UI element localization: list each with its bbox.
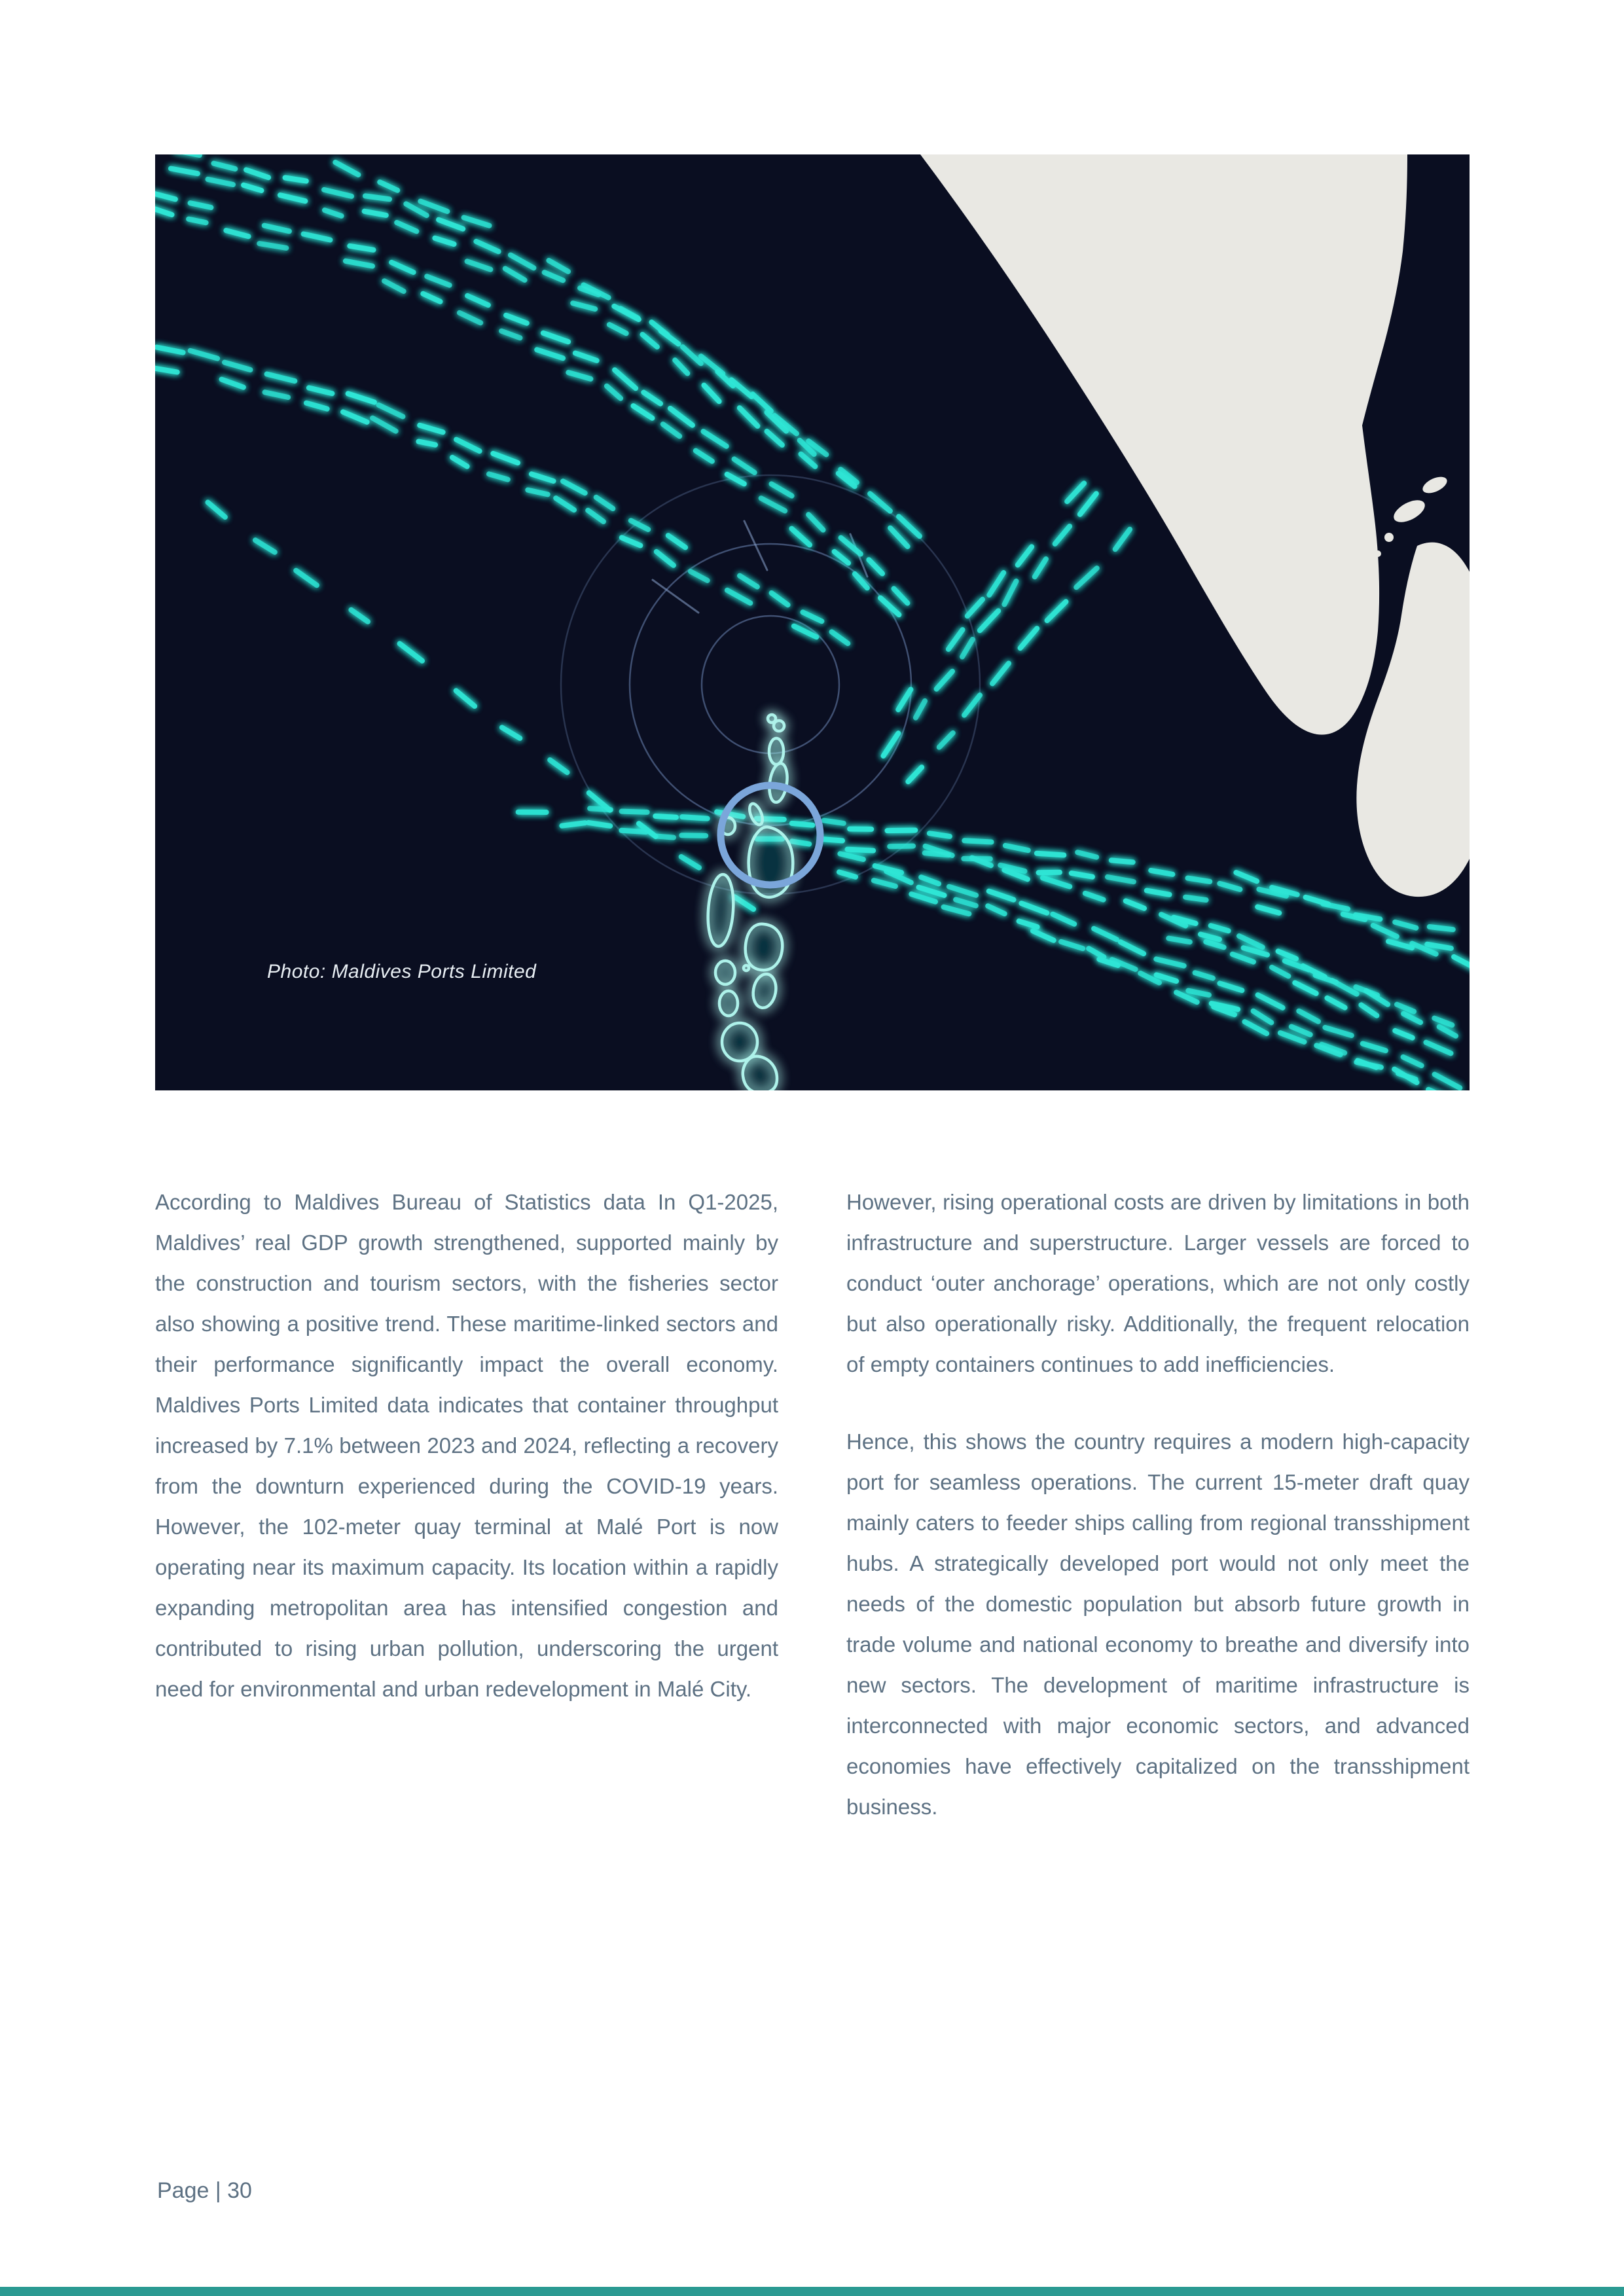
- vessel-track-dash: [890, 846, 913, 847]
- vessel-track-dash: [588, 823, 610, 826]
- vessel-track-dash: [1111, 860, 1133, 862]
- paragraph-operational-costs: However, rising operational costs are driven by limitations in both infrastructure and superstructure. Larger vessels are forced to conduct ‘outer anchorage’ operations, which are not only costly but also operationally risky. Additionally, the frequent relocation of empty containers continues to add inefficiencies.: [846, 1190, 1470, 1376]
- vessel-track-dash: [1072, 873, 1092, 877]
- maritime-traffic-map: [155, 154, 1470, 1090]
- vessel-track-dash: [1039, 872, 1060, 873]
- map-figure: [155, 154, 1470, 1090]
- vessel-track-dash: [621, 831, 646, 832]
- vessel-track-dash: [964, 840, 991, 842]
- article-column-right: [846, 1182, 1470, 1864]
- photo-credit: Photo: Maldives Ports Limited: [267, 961, 537, 982]
- vessel-track-dash: [655, 816, 676, 817]
- vessel-track-dash: [1037, 853, 1064, 855]
- vessel-track-dash: [365, 196, 389, 199]
- vessel-track-dash: [848, 850, 874, 851]
- vessel-track-dash: [1168, 939, 1190, 942]
- article-body: [155, 1182, 1470, 1864]
- vessel-track-dash: [590, 808, 611, 810]
- vessel-track-dash: [1188, 878, 1210, 882]
- vessel-track-dash: [285, 178, 306, 181]
- paragraph-gdp-overview: According to Maldives Bureau of Statistics data In Q1-2025, Maldives’ real GDP growth strengthened, supported mainly by the construction and tourism sectors, with the fisheries sector also showing a positive trend. These maritime-linked sectors and their performance significantly impact the overall economy. Maldives Ports Limited data indicates that container throughput increased by 7.1% between 2023 and 2024, reflecting a recovery from the downturn experienced during the COVID-19 years. However, the 102-meter quay terminal at Malé Port is now operating near its maximum capacity. Its location within a rapidly expanding metropolitan area has intensified congestion and contributed to rising urban pollution, underscoring the urgent need for environmental and urban redevelopment in Malé City.: [155, 1190, 778, 1701]
- vessel-track-dash: [1185, 897, 1206, 900]
- vessel-track-dash: [792, 841, 809, 844]
- vessel-track-dash: [682, 817, 708, 819]
- vessel-track-dash: [562, 823, 585, 826]
- vessel-track-dash: [681, 835, 706, 836]
- article-column-left: [155, 1182, 778, 1864]
- vessel-track-dash: [419, 442, 436, 445]
- vessel-track-dash: [1430, 927, 1453, 929]
- vessel-track-dash: [824, 821, 844, 823]
- vessel-track-dash: [792, 823, 813, 825]
- vessel-track-dash: [656, 836, 674, 838]
- vessel-track-dash: [929, 833, 950, 836]
- paragraph-port-need: Hence, this shows the country requires a modern high-capacity port for seamless operations. The current 15-meter draft quay mainly caters to feeder ships calling from regional transshipment hubs. A strategically developed port would not only meet the needs of the domestic population but absorb future growth in trade volume and national economy to breathe and diversify into new sectors. The development of maritime infrastructure is interconnected with major economic sectors, and advanced economies have effectively capitalized on the transshipment business.: [846, 1429, 1470, 1819]
- page-number: Page | 30: [157, 2178, 252, 2203]
- footer-accent-bar: [0, 2287, 1624, 2296]
- vessel-track-dash: [189, 219, 206, 223]
